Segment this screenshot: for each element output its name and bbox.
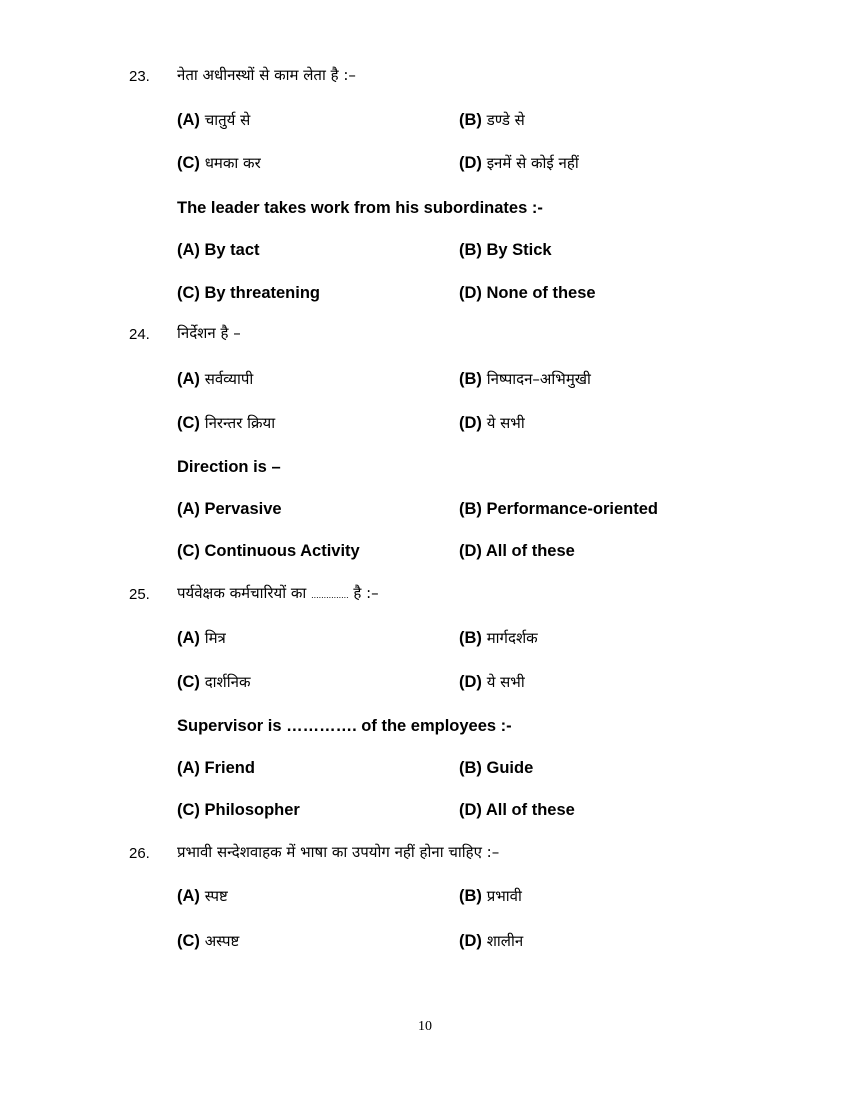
option-b-hindi: (B) डण्डे से <box>459 111 525 129</box>
option-b-hindi: (B) मार्गदर्शक <box>459 629 538 647</box>
option-d-hindi: (D) इनमें से कोई नहीं <box>459 154 579 172</box>
option-a-english: (A) By tact <box>177 241 260 259</box>
question-number: 23. <box>129 68 150 85</box>
question-text-hindi: पर्यवेक्षक कर्मचारियों का ............... है :– <box>177 584 379 602</box>
option-b-english: (B) Guide <box>459 759 534 777</box>
option-d-hindi: (D) ये सभी <box>459 673 525 691</box>
option-b-hindi: (B) निष्पादन–अभिमुखी <box>459 370 591 388</box>
option-d-hindi: (D) शालीन <box>459 932 524 950</box>
option-c-hindi: (C) निरन्तर क्रिया <box>177 414 276 432</box>
option-c-hindi: (C) धमका कर <box>177 154 261 172</box>
page-number: 10 <box>418 1019 432 1034</box>
blank-dots: ............... <box>311 590 349 600</box>
question-number: 26. <box>129 845 150 862</box>
question-text-hindi: प्रभावी सन्देशवाहक में भाषा का उपयोग नहीं होना चाहिए :– <box>177 843 500 861</box>
question-number: 24. <box>129 326 150 343</box>
option-d-english: (D) None of these <box>459 284 596 302</box>
question-text-english: The leader takes work from his subordinates :- <box>177 199 543 217</box>
question-number: 25. <box>129 586 150 603</box>
option-a-english: (A) Friend <box>177 759 255 777</box>
option-a-hindi: (A) चातुर्य से <box>177 111 251 129</box>
question-text-english: Direction is – <box>177 458 281 476</box>
option-c-english: (C) Continuous Activity <box>177 542 360 560</box>
option-d-hindi: (D) ये सभी <box>459 414 525 432</box>
option-a-hindi: (A) सर्वव्यापी <box>177 370 254 388</box>
option-c-hindi: (C) दार्शनिक <box>177 673 251 691</box>
option-b-english: (B) Performance-oriented <box>459 500 658 518</box>
question-text-hindi: निर्देशन है – <box>177 324 241 342</box>
question-text-hindi: नेता अधीनस्थों से काम लेता है :– <box>177 66 356 84</box>
option-b-english: (B) By Stick <box>459 241 552 259</box>
option-a-english: (A) Pervasive <box>177 500 282 518</box>
option-c-english: (C) By threatening <box>177 284 321 302</box>
option-b-hindi: (B) प्रभावी <box>459 887 522 905</box>
option-c-hindi: (C) अस्पष्ट <box>177 932 240 950</box>
option-a-hindi: (A) मित्र <box>177 629 226 647</box>
option-d-english: (D) All of these <box>459 801 575 819</box>
option-c-english: (C) Philosopher <box>177 801 300 819</box>
option-a-hindi: (A) स्पष्ट <box>177 887 228 905</box>
option-d-english: (D) All of these <box>459 542 575 560</box>
question-text-english: Supervisor is …………. of the employees :- <box>177 717 512 735</box>
